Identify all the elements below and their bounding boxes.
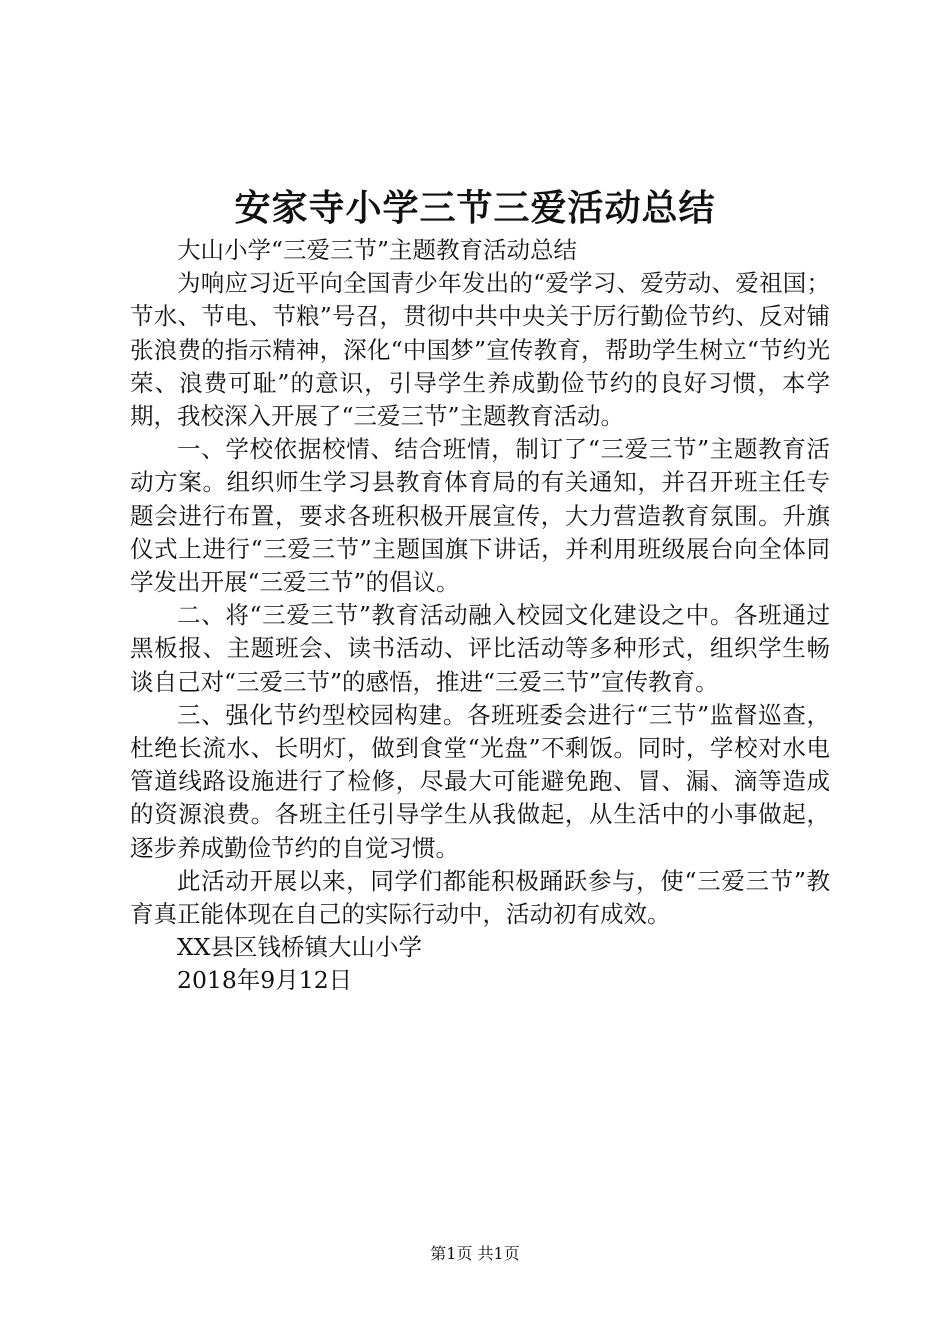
intro-paragraph: 为响应习近平向全国青少年发出的“爱学习、爱劳动、爱祖国；节水、节电、节粮”号召，贯彻中共中央关于厉行勤俭节约、反对铺张浪费的指示精神，深化“中国梦”宣传教育，帮助学生树立“节约光荣、浪费可耻”的意识，引导学生养成勤俭节约的良好习惯，本学期，我校深入开展了“三爱三节”主题教育活动。 bbox=[130, 269, 830, 431]
subtitle-paragraph: 大山小学“三爱三节”主题教育活动总结 bbox=[177, 236, 578, 264]
document-title: 安家寺小学三节三爱活动总结 bbox=[234, 187, 716, 229]
conclusion-paragraph: 此活动开展以来，同学们都能积极踊跃参与，使“三爱三节”教育真正能体现在自己的实际行动中，活动初有成效。 bbox=[130, 866, 830, 929]
document-body bbox=[130, 234, 830, 998]
section-one-paragraph: 一、学校依据校情、结合班情，制订了“三爱三节”主题教育活动方案。组织师生学习县教育体育局的有关通知，并召开班主任专题会进行布置，要求各班积极开展宣传，大力营造教育氛围。升旗仪式上进行“三爱三节”主题国旗下讲话，并利用班级展台向全体同学发出开展“三爱三节”的倡议。 bbox=[130, 435, 830, 597]
page-number-footer: 第1页 共1页 bbox=[430, 1244, 520, 1263]
section-two-paragraph: 二、将“三爱三节”教育活动融入校园文化建设之中。各班通过黑板报、主题班会、读书活动、评比活动等多种形式，组织学生畅谈自己对“三爱三节”的感悟，推进“三爱三节”宣传教育。 bbox=[130, 601, 830, 696]
signature-school: XX县区钱桥镇大山小学 bbox=[177, 933, 422, 962]
section-three-paragraph: 三、强化节约型校园构建。各班班委会进行“三节”监督巡查，杜绝长流水、长明灯，做到食堂“光盘”不剩饭。同时，学校对水电管道线路设施进行了检修，尽最大可能避免跑、冒、漏、滴等造成的资源浪费。各班主任引导学生从我做起，从生活中的小事做起，逐步养成勤俭节约的自觉习惯。 bbox=[130, 700, 830, 862]
signature-date: 2018年9月12日 bbox=[177, 966, 353, 995]
